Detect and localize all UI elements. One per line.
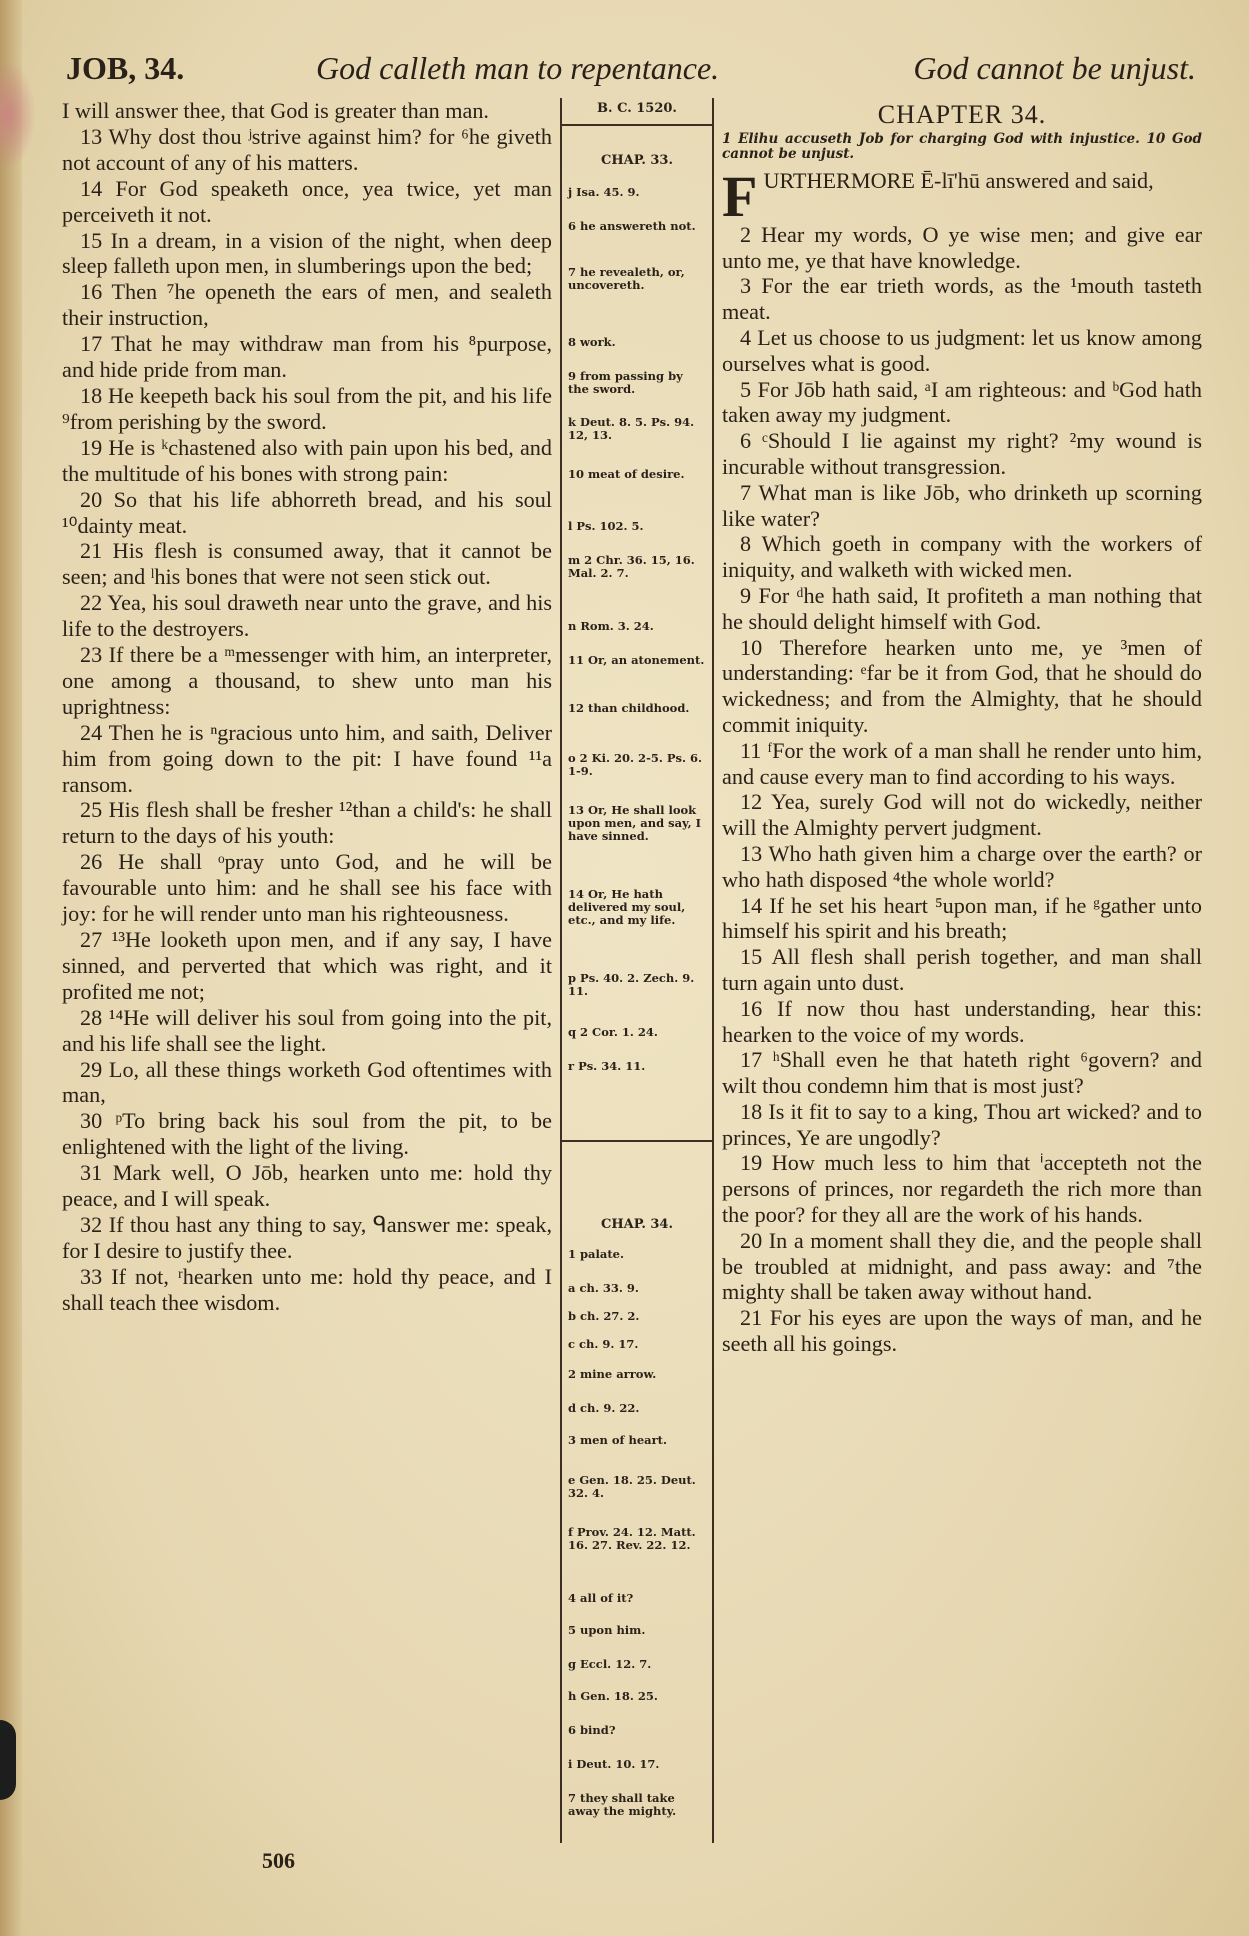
margin-note: d ch. 9. 22. bbox=[568, 1401, 640, 1415]
margin-note: i Deut. 10. 17. bbox=[568, 1757, 660, 1771]
verse-text: 9 For ᵈhe hath said, It profiteth a man nothing that he should delight himself with God. bbox=[722, 582, 1202, 634]
margin-note: 14 Or, He hath delivered my soul, etc., and my life. bbox=[568, 887, 686, 927]
verse-text: 33 If not, ʳhearken unto me: hold thy peace, and I shall teach thee wisdom. bbox=[62, 1263, 552, 1315]
margin-note: a ch. 33. 9. bbox=[568, 1281, 639, 1295]
verse-text: 26 He shall ᵒpray unto God, and he will be favourable unto him: and he shall see his face with joy: for he will render unto man his righteousness. bbox=[62, 849, 552, 927]
verse-text: 14 If he set his heart ⁵upon man, if he ᵍgather unto himself his spirit and his breath; bbox=[722, 892, 1202, 944]
center-reference-column bbox=[562, 98, 712, 1843]
margin-note: 9 from passing by the sword. bbox=[568, 369, 683, 396]
chapter-summary: 1 Elihu accuseth Job for charging God with injustice. 10 God cannot be unjust. bbox=[722, 130, 1202, 162]
verse-text: 23 If there be a ᵐmessenger with him, an interpreter, one among a thousand, to shew unto man his uprightness: bbox=[62, 642, 552, 719]
verse-text: 27 ¹³He looketh upon men, and if any say, I have sinned, and perverted that which was right, and it profited me not; bbox=[62, 927, 552, 1004]
verse-text: 6 ᶜShould I lie against my right? ²my wound is incurable without transgression. bbox=[722, 428, 1202, 479]
verse-text: 21 For his eyes are upon the ways of man, and he seeth all his goings. bbox=[722, 1305, 1202, 1357]
page-edge bbox=[0, 0, 22, 1936]
verse-text: 15 In a dream, in a vision of the night, when deep sleep falleth upon men, in slumberings upon the bed; bbox=[62, 227, 552, 279]
verse-text: 5 For Jōb hath said, ᵃI am righteous: and ᵇGod hath taken away my judgment. bbox=[722, 376, 1202, 428]
first-verse-text: URTHERMORE Ē-lī'hū answered and said, bbox=[763, 167, 1154, 193]
margin-note: 13 Or, He shall look upon men, and say, I have sinned. bbox=[568, 803, 702, 843]
margin-note: 1 palate. bbox=[568, 1247, 624, 1261]
margin-note: 7 he revealeth, or, uncovereth. bbox=[568, 265, 685, 292]
verse-text: 14 For God speaketh once, yea twice, yet man perceiveth it not. bbox=[62, 175, 552, 227]
verse-text: 16 Then ⁷he openeth the ears of men, and sealeth their instruction, bbox=[62, 279, 552, 331]
verse-text: 31 Mark well, O Jōb, hearken unto me: hold thy peace, and I will speak. bbox=[62, 1160, 552, 1212]
verse-text: 30 ᵖTo bring back his soul from the pit, to be enlightened with the light of the living. bbox=[62, 1108, 552, 1160]
verse-text: 11 ᶠFor the work of a man shall he render unto him, and cause every man to find according to his ways. bbox=[722, 737, 1202, 789]
margin-note: 5 upon him. bbox=[568, 1623, 646, 1637]
verse-text: I will answer thee, that God is greater than man. bbox=[62, 98, 489, 123]
page-stain bbox=[0, 60, 36, 170]
margin-note: g Eccl. 12. 7. bbox=[568, 1657, 652, 1671]
margin-note: l Ps. 102. 5. bbox=[568, 519, 644, 533]
verse-text: 19 He is ᵏchastened also with pain upon his bed, and the multitude of his bones with strong pain: bbox=[62, 434, 552, 486]
margin-chapter-heading: CHAP. 33. bbox=[600, 153, 673, 168]
margin-rule bbox=[562, 1140, 712, 1142]
margin-chapter-heading: CHAP. 34. bbox=[600, 1217, 673, 1232]
margin-note: 10 meat of desire. bbox=[568, 467, 685, 481]
margin-note: p Ps. 40. 2. Zech. 9. 11. bbox=[568, 971, 695, 998]
margin-note: 6 bind? bbox=[568, 1723, 616, 1737]
verse-text: 16 If now thou hast understanding, hear this: hearken to the voice of my words. bbox=[722, 995, 1202, 1047]
verse-text: 2 Hear my words, O ye wise men; and give ear unto me, ye that have knowledge. bbox=[722, 221, 1202, 273]
margin-note: o 2 Ki. 20. 2-5. Ps. 6. 1-9. bbox=[568, 751, 702, 778]
margin-note: c ch. 9. 17. bbox=[568, 1337, 639, 1351]
verse-text: 8 Which goeth in company with the workers of iniquity, and walketh with wicked men. bbox=[722, 531, 1202, 583]
verse-text: 10 Therefore hearken unto me, ye ³men of understanding: ᵉfar be it from God, that he should do wickedness; and from the Almighty, that he should commit iniquity. bbox=[722, 634, 1202, 737]
verse-text: 17 That he may withdraw man from his ⁸purpose, and hide pride from man. bbox=[62, 331, 552, 383]
margin-note: 12 than childhood. bbox=[568, 701, 690, 715]
margin-note: 3 men of heart. bbox=[568, 1433, 667, 1447]
margin-note: r Ps. 34. 11. bbox=[568, 1059, 646, 1073]
left-text-column bbox=[62, 98, 552, 1316]
margin-note: k Deut. 8. 5. Ps. 94. 12, 13. bbox=[568, 415, 695, 442]
verse-text: 15 All flesh shall perish together, and man shall turn again unto dust. bbox=[722, 944, 1202, 995]
margin-note: n Rom. 3. 24. bbox=[568, 619, 654, 633]
margin-note: 2 mine arrow. bbox=[568, 1367, 657, 1381]
verse-text: 7 What man is like Jōb, who drinketh up scorning like water? bbox=[722, 479, 1202, 531]
verse-text: 12 Yea, surely God will not do wickedly, neither will the Almighty pervert judgment. bbox=[722, 789, 1202, 841]
verse-text: 20 So that his life abhorreth bread, and his soul ¹⁰dainty meat. bbox=[62, 486, 552, 538]
first-verse bbox=[722, 163, 1202, 229]
verse-text: 13 Why dost thou ʲstrive against him? for ⁶he giveth not account of any of his matters. bbox=[62, 123, 552, 175]
verse-text: 32 If thou hast any thing to say, ᑫanswer me: speak, for I desire to justify thee. bbox=[62, 1211, 552, 1263]
verse-text: 18 Is it fit to say to a king, Thou art wicked? and to princes, Ye are ungodly? bbox=[722, 1098, 1202, 1150]
page-number: 506 bbox=[262, 1848, 295, 1873]
verse-text: 13 Who hath given him a charge over the earth? or who hath disposed ⁴the whole world? bbox=[722, 840, 1202, 892]
verse-text: 28 ¹⁴He will deliver his soul from going into the pit, and his life shall see the light. bbox=[62, 1004, 552, 1056]
verse-text: 17 ʰShall even he that hateth right ⁶govern? and wilt thou condemn him that is most just? bbox=[722, 1047, 1202, 1099]
verse-text: 18 He keepeth back his soul from the pit, and his life ⁹from perishing by the sword. bbox=[62, 382, 552, 434]
running-header bbox=[66, 46, 1206, 94]
margin-note: f Prov. 24. 12. Matt. 16. 27. Rev. 22. 12. bbox=[568, 1525, 696, 1552]
verse-text: 21 His flesh is consumed away, that it cannot be seen; and ˡhis bones that were not seen stick out. bbox=[62, 538, 552, 590]
right-text-column bbox=[722, 98, 1202, 1357]
verse-text: 20 In a moment shall they die, and the people shall be troubled at midnight, and pass away: and ⁷the mighty shall be taken away without hand. bbox=[722, 1227, 1202, 1305]
verse-text: 19 How much less to him that ⁱaccepteth not the persons of princes, nor regardeth the rich more than the poor? for they all are the work of his hands. bbox=[722, 1150, 1202, 1228]
margin-rule bbox=[562, 124, 712, 126]
header-book-chapter: JOB, 34. bbox=[66, 50, 185, 86]
margin-note: e Gen. 18. 25. Deut. 32. 4. bbox=[568, 1473, 696, 1500]
margin-note: h Gen. 18. 25. bbox=[568, 1689, 658, 1703]
verse-text: 25 His flesh shall be fresher ¹²than a child's: he shall return to the days of his youth: bbox=[62, 797, 552, 849]
margin-note: q 2 Cor. 1. 24. bbox=[568, 1025, 658, 1039]
margin-note: b ch. 27. 2. bbox=[568, 1309, 640, 1323]
column-divider-right bbox=[712, 98, 714, 1843]
chapter-heading: CHAPTER 34. bbox=[877, 100, 1047, 129]
margin-note: m 2 Chr. 36. 15, 16. Mal. 2. 7. bbox=[568, 553, 695, 580]
margin-date: B. C. 1520. bbox=[597, 101, 677, 116]
verse-text: 24 Then he is ⁿgracious unto him, and saith, Deliver him from going down to the pit: I have found ¹¹a ransom. bbox=[62, 719, 552, 797]
header-topic-right: God cannot be unjust. bbox=[913, 50, 1196, 86]
margin-note: 4 all of it? bbox=[568, 1591, 634, 1605]
margin-note: j Isa. 45. 9. bbox=[568, 185, 640, 199]
verse-text: 3 For the ear trieth words, as the ¹mouth tasteth meat. bbox=[722, 273, 1202, 325]
margin-note: 8 work. bbox=[568, 335, 616, 349]
verse-text: 22 Yea, his soul draweth near unto the grave, and his life to the destroyers. bbox=[62, 590, 552, 642]
margin-note: 6 he answereth not. bbox=[568, 219, 696, 233]
margin-note: 11 Or, an atonement. bbox=[568, 653, 705, 667]
page-mark bbox=[0, 1720, 16, 1800]
drop-cap: F bbox=[722, 163, 758, 229]
verse-text: 4 Let us choose to us judgment: let us know among ourselves what is good. bbox=[722, 324, 1202, 376]
margin-note: 7 they shall take away the mighty. bbox=[568, 1791, 677, 1818]
header-topic-left: God calleth man to repentance. bbox=[316, 50, 720, 86]
verse-text: 29 Lo, all these things worketh God oftentimes with man, bbox=[62, 1056, 552, 1108]
